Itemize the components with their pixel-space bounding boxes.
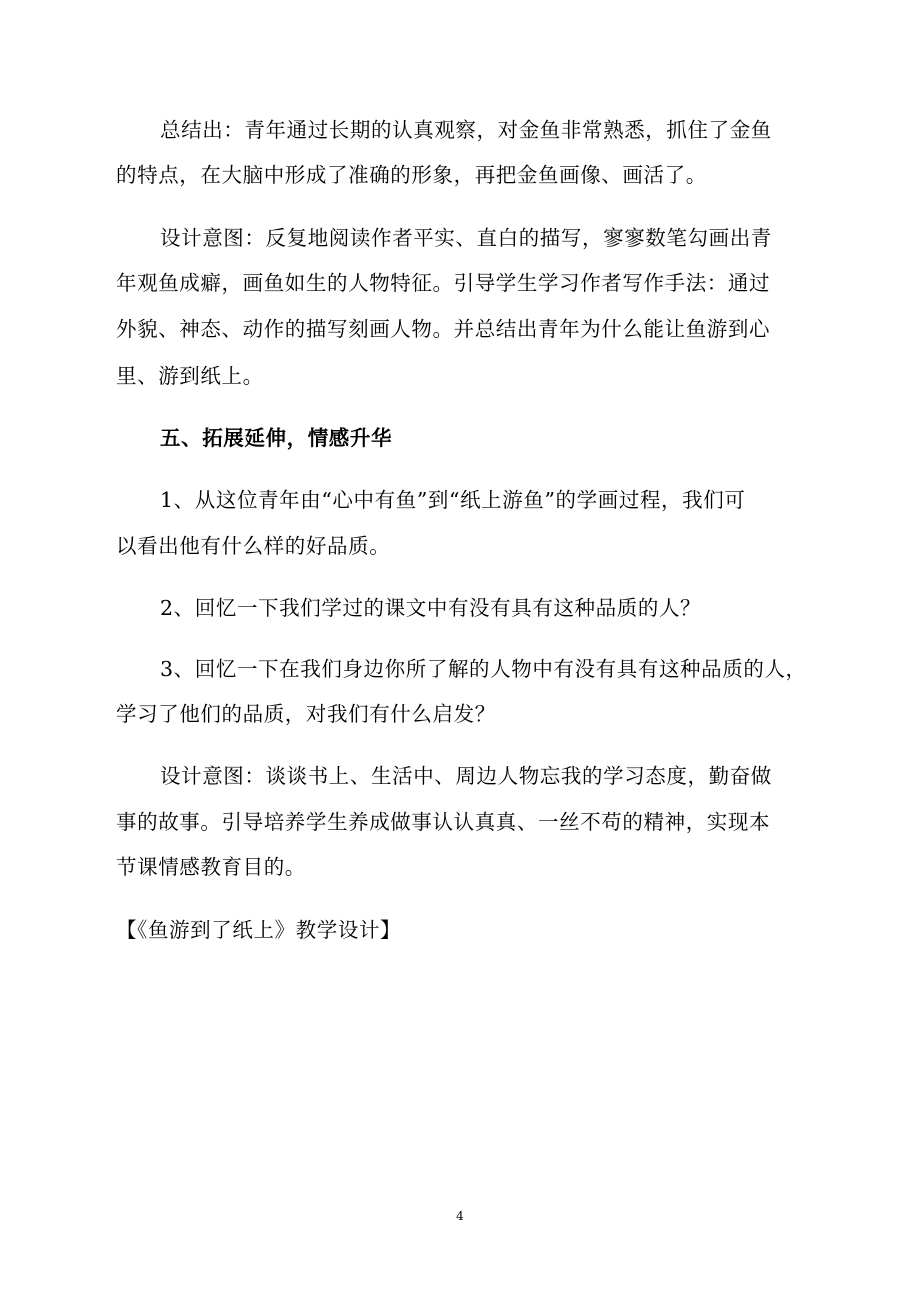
design-intent-2-line-1: 设计意图：谈谈书上、生活中、周边人物忘我的学习态度，勤奋做	[160, 764, 772, 788]
question-3-line-2: 学习了他们的品质，对我们有什么启发？	[116, 702, 496, 726]
design-intent-2-line-3: 节课情感教育目的。	[116, 855, 306, 879]
section-heading: 五、拓展延伸，情感升华	[160, 426, 393, 450]
document-title-reference: 【《鱼游到了纸上》教学设计】	[116, 918, 402, 942]
design-intent-1-line-1: 设计意图：反复地阅读作者平实、直白的描写，寥寥数笔勾画出青	[160, 226, 772, 250]
page-number: 4	[456, 1209, 464, 1223]
summary-line-2: 的特点，在大脑中形成了准确的形象，再把金鱼画像、画活了。	[116, 163, 707, 187]
summary-line-1: 总结出：青年通过长期的认真观察，对金鱼非常熟悉，抓住了金鱼	[160, 118, 772, 142]
question-3-line-1: 3、回忆一下在我们身边你所了解的人物中有没有具有这种品质的人，	[160, 657, 807, 681]
design-intent-1-line-4: 里、游到纸上。	[116, 364, 264, 388]
question-1-line-2: 以看出他有什么样的好品质。	[116, 534, 391, 558]
question-2: 2、回忆一下我们学过的课文中有没有具有这种品质的人？	[160, 596, 702, 620]
design-intent-1-line-2: 年观鱼成癖，画鱼如生的人物特征。引导学生学习作者写作手法：通过	[116, 271, 771, 295]
design-intent-2-line-2: 事的故事。引导培养学生养成做事认认真真、一丝不苟的精神，实现本	[116, 810, 771, 834]
design-intent-1-line-3: 外貌、神态、动作的描写刻画人物。并总结出青年为什么能让鱼游到心	[116, 317, 771, 341]
question-1-line-1: 1、从这位青年由“心中有鱼”到“纸上游鱼”的学画过程，我们可	[160, 488, 746, 512]
